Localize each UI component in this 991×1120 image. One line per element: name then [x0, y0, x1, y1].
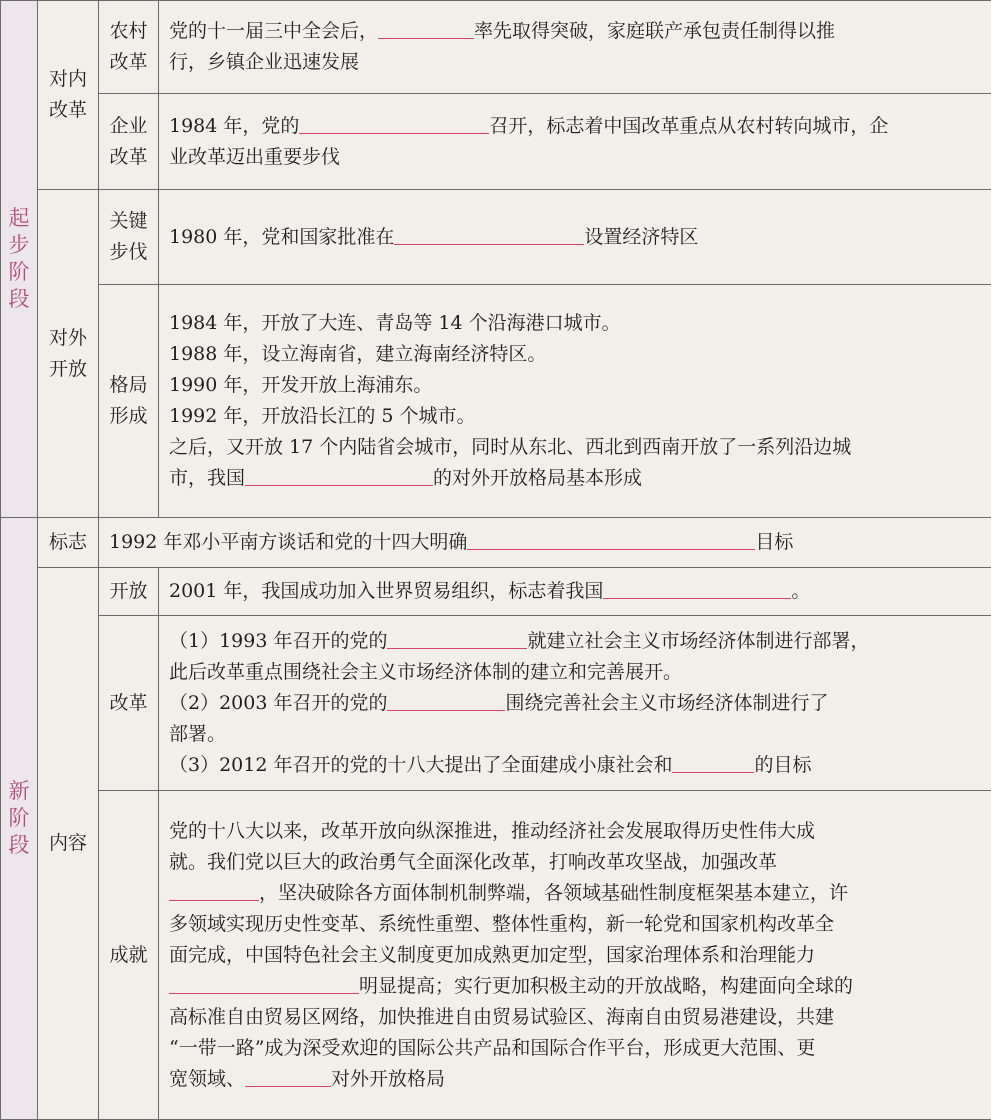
- achievement-label: 成就: [99, 791, 159, 1120]
- fill-blank[interactable]: [387, 628, 527, 649]
- reform-label: 改革: [99, 616, 159, 791]
- table-row: [1, 616, 991, 791]
- rural-reform-content: 党的十一届三中全会后， 率先取得突破，家庭联产承包责任制得以推 行，乡镇企业迅速发展: [159, 1, 991, 94]
- fill-blank[interactable]: [169, 880, 259, 901]
- enterprise-reform-label: 企业 改革: [99, 94, 159, 190]
- fill-blank[interactable]: [672, 752, 754, 773]
- fill-blank[interactable]: [394, 224, 584, 245]
- table-row: [1, 94, 991, 190]
- stage-start-label: 起 步 阶 段: [1, 1, 38, 518]
- stage-new-label: 新 阶 段: [1, 518, 38, 1120]
- fill-blank[interactable]: [378, 18, 474, 39]
- reform-content: （1）1993 年召开的党的 就建立社会主义市场经济体制进行部署， 此后改革重点围绕社会主义市场经济体制的建立和完善展开。 （2）2003 年召开的党的 围绕完善社会主义市场经济体制进行了 部署。 （3）2012 年召开的党的十八大提出了全面建成小康社会和 的目标: [159, 616, 991, 791]
- fill-blank[interactable]: [245, 465, 433, 486]
- fill-blank[interactable]: [245, 1066, 331, 1087]
- sign-content: 1992 年邓小平南方谈话和党的十四大明确 目标: [99, 518, 991, 568]
- fill-blank[interactable]: [603, 578, 791, 599]
- achievement-content: 党的十八大以来，改革开放向纵深推进，推动经济社会发展取得历史性伟大成 就。我们党以巨大的政治勇气全面深化改革，打响改革攻坚战，加强改革 ，坚决破除各方面体制机制弊端，各领域基础性制度框架基本建立，许 多领域实现历史性变革、系统性重塑、整体性重构，新一轮党和国家机构改革全 面完成，中国特色社会主义制度更加成熟更加定型，国家治理体系和治理能力 明显提高；实行更加积极主动的开放战略，构建面向全球的 高标准自由贸易区网络，加快推进自由贸易试验区、海南自由贸易港建设，共建 “一带一路”成为深受欢迎的国际公共产品和国际合作平台，形成更大范围、更 宽领域、 对外开放格局: [159, 791, 991, 1120]
- fill-blank[interactable]: [467, 529, 755, 550]
- open-label: 开放: [99, 568, 159, 616]
- key-step-label: 关键 步伐: [99, 190, 159, 285]
- fill-blank[interactable]: [299, 113, 489, 134]
- pattern-formed-content: 1984 年，开放了大连、青岛等 14 个沿海港口城市。 1988 年，设立海南省，建立海南经济特区。 1990 年，开发开放上海浦东。 1992 年，开放沿长江的 5 个城市。 之后，又开放 17 个内陆省会城市，同时从东北、西北到西南开放了一系列沿边城 市，我国 的对外开放格局基本形成: [159, 285, 991, 518]
- open-content: 2001 年，我国成功加入世界贸易组织，标志着我国 。: [159, 568, 991, 616]
- fill-blank[interactable]: [387, 690, 505, 711]
- pattern-formed-label: 格局 形成: [99, 285, 159, 518]
- rural-reform-label: 农村 改革: [99, 1, 159, 94]
- table-row: [1, 285, 991, 518]
- domestic-reform-label: 对内 改革: [38, 1, 99, 190]
- key-step-content: 1980 年，党和国家批准在 设置经济特区: [159, 190, 991, 285]
- table-row: [1, 791, 991, 1120]
- table-row: [1, 190, 991, 285]
- table-row: [1, 568, 991, 616]
- fill-blank[interactable]: [169, 973, 359, 994]
- sign-label: 标志: [38, 518, 99, 568]
- enterprise-reform-content: 1984 年，党的 召开，标志着中国改革重点从农村转向城市，企 业改革迈出重要步伐: [159, 94, 991, 190]
- table-row: [1, 1, 991, 94]
- table-row: [1, 518, 991, 568]
- opening-up-label: 对外 开放: [38, 190, 99, 518]
- content-label: 内容: [38, 568, 99, 1120]
